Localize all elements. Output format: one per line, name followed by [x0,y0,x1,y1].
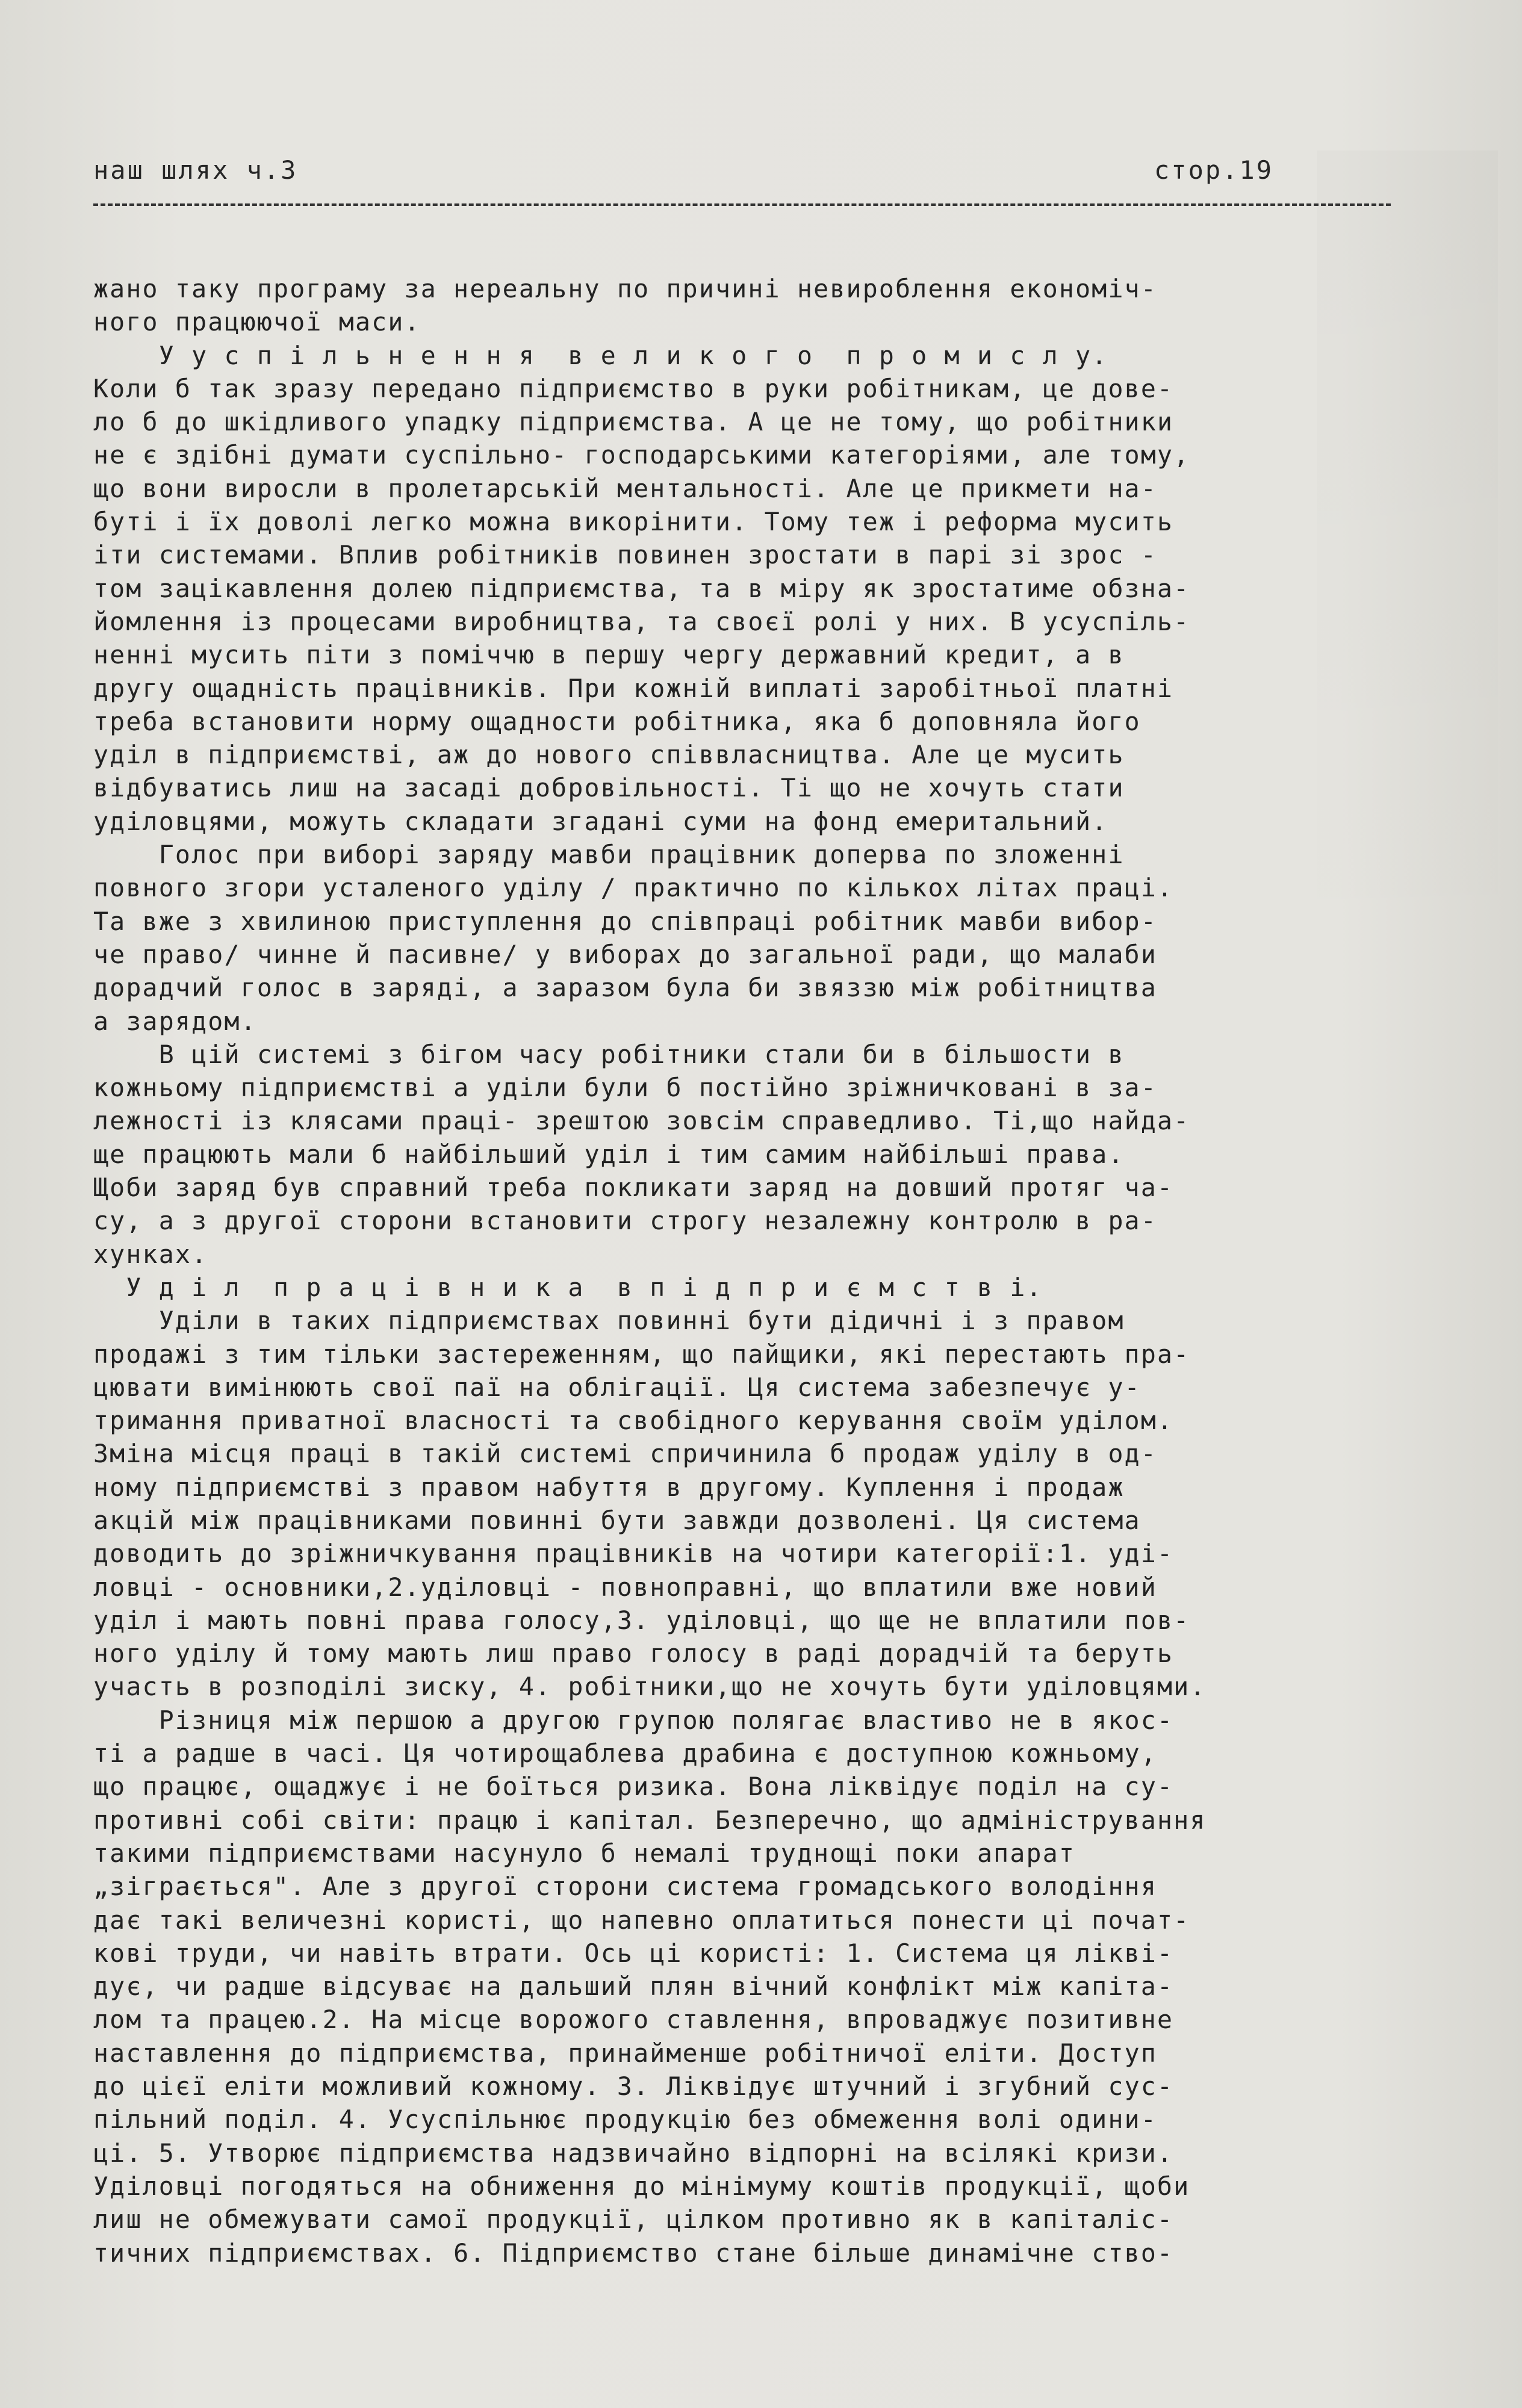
text-line: лиш не обмежувати самої продукції, цілком противно як в капіталіс- [93,2205,1174,2235]
text-line: повного згори усталеного уділу / практично по кількох літах праці. [93,873,1174,903]
text-line: уділовцями, можуть складати згадані суми на фонд емеритальний. [93,806,1108,836]
text-line: ному підприємстві з правом набуття в другому. Куплення і продаж [93,1472,1125,1502]
text-line: У д і л п р а ц і в н и к а в п і д п р и є м с т в і. [93,1272,1043,1302]
text-line: У у с п і л ь н е н н я в е л и к о г о п р о м и с л у. [93,340,1108,370]
text-line: Різниця між першою а другою групою полягає властиво не в якос- [93,1705,1174,1735]
text-line: кові труди, чи навіть втрати. Ось ці користі: 1. Система ця лікві- [93,1938,1174,1968]
text-line: жано таку програму за нереальну по причині невироблення економіч- [93,274,1158,303]
text-line: хунках. [93,1239,208,1269]
text-line: уділ в підприємстві, аж до нового співвласництва. Але це мусить [93,740,1125,770]
text-line: ло б до шкідливого упадку підприємства. А це не тому, що робітники [93,407,1174,437]
text-line: такими підприємствами насунуло б немалі труднощі поки апарат [93,1838,1076,1868]
text-line: треба встановити норму ощадности робітника, яка б доповняла його [93,706,1141,736]
text-line: Уділи в таких підприємствах повинні бути дідичні і з правом [93,1306,1125,1336]
text-line: дорадчий голос в заряді, а заразом була би звяззю між робітництва [93,973,1158,1003]
text-line: дує, чи радше відсуває на дальший плян вічний конфлікт між капіта- [93,1972,1174,2002]
text-line: ще працюють мали б найбільший уділ і тим самим найбільші права. [93,1139,1125,1169]
text-line: акцій між працівниками повинні бути завжди дозволені. Ця система [93,1505,1141,1535]
text-line: цювати вимінюють свої паї на облігації. Ця система забезпечує у- [93,1372,1141,1402]
text-line: Уділовці погодяться на обниження до мінімуму коштів продукції, щоби [93,2171,1190,2201]
text-line: Голос при виборі заряду мавби працівник доперва по зложенні [93,840,1125,870]
text-line: ловці - основники,2.уділовці - повноправні, що вплатили вже новий [93,1572,1158,1602]
text-line: ці. 5. Утворює підприємства надзвичайно відпорні на всілякі кризи. [93,2138,1174,2168]
text-line: а зарядом. [93,1006,257,1036]
text-line: наставлення до підприємства, принайменше робітничої еліти. Доступ [93,2038,1158,2068]
text-line: В цій системі з бігом часу робітники стали би в більшости в [93,1039,1125,1069]
text-line: до цієї еліти можливий кожному. 3. Ліквідує штучний і згубний сус- [93,2071,1174,2102]
text-line: що працює, ощаджує і не боїться ризика. Вона ліквідує поділ на су- [93,1772,1174,1802]
text-line: противні собі світи: працю і капітал. Безперечно, що адміністрування [93,1805,1207,1835]
text-line: че право/ чинне й пасивне/ у виборах до загальної ради, що малаби [93,939,1158,969]
text-line: Та вже з хвилиною приступлення до співпраці робітник мавби вибор- [93,906,1158,936]
document-body [93,272,1442,2270]
text-line: лом та працею.2. На місце ворожого ставлення, впроваджує позитивне [93,2005,1174,2035]
text-line: продажі з тим тільки застереженням, що пайщики, які перестають пра- [93,1339,1190,1369]
text-line: уділ і мають повні права голосу,3. уділовці, що ще не вплатили пов- [93,1605,1190,1635]
text-line: йомлення із процесами виробництва, та своєї ролі у них. В усуспіль- [93,606,1190,636]
text-line: Зміна місця праці в такій системі спричинила б продаж уділу в од- [93,1439,1158,1469]
text-line: тримання приватної власності та свобідного керування своїм уділом. [93,1406,1174,1436]
text-line: пільний поділ. 4. Усуспільнює продукцію без обмеження волі одини- [93,2105,1158,2135]
text-line: ного уділу й тому мають лиш право голосу в раді дорадчій та беруть [93,1639,1174,1669]
text-line: другу ощадність працівників. При кожній виплаті заробітньої платні [93,673,1174,703]
text-line: Щоби заряд був справний треба покликати заряд на довший протяг ча- [93,1173,1174,1203]
text-line: лежності із клясами праці- зрештою зовсім справедливо. Ті,що найда- [93,1106,1190,1136]
text-line: „зіграється". Але з другої сторони система громадського володіння [93,1872,1158,1902]
text-line: Коли б так зразу передано підприємство в руки робітникам, це дове- [93,373,1174,403]
text-line: тичних підприємствах. 6. Підприємство стане більше динамічне ство- [93,2238,1174,2268]
publication-title: наш шлях ч.3 [93,155,298,185]
text-line: су, а з другої сторони встановити строгу незалежну контролю в ра- [93,1206,1158,1236]
text-line: ненні мусить піти з поміччю в першу чергу державний кредит, а в [93,640,1125,670]
text-line: дає такі величезні користі, що напевно оплатиться понести ці почат- [93,1905,1190,1935]
text-line: не є здібні думати суспільно- господарськими категоріями, але тому, [93,440,1190,470]
text-line: що вони виросли в пролетарській ментальності. Але це прикмети на- [93,473,1158,503]
text-line: участь в розподілі зиску, 4. робітники,що не хочуть бути уділовцями. [93,1672,1207,1702]
text-line: іти системами. Вплив робітників повинен зростати в парі зі зрос - [93,540,1158,570]
text-line: кожньому підприємстві а уділи були б постійно зріжничковані в за- [93,1073,1158,1103]
text-line: відбуватись лиш на засаді добровільності. Ті що не хочуть стати [93,773,1125,803]
page-header [93,155,1297,191]
header-divider [93,203,1391,206]
text-line: ного працюючої маси. [93,307,421,337]
text-line: буті і їх доволі легко можна викорінити. Тому теж і реформа мусить [93,507,1174,537]
text-line: доводить до зріжничкування працівників на чотири категорії:1. уді- [93,1539,1174,1569]
page-number: стор.19 [1154,155,1274,185]
text-line: ті а радше в часі. Ця чотирощаблева драбина є доступною кожньому, [93,1739,1158,1769]
text-line: том зацікавлення долею підприємства, та в міру як зростатиме обзна- [93,573,1190,603]
